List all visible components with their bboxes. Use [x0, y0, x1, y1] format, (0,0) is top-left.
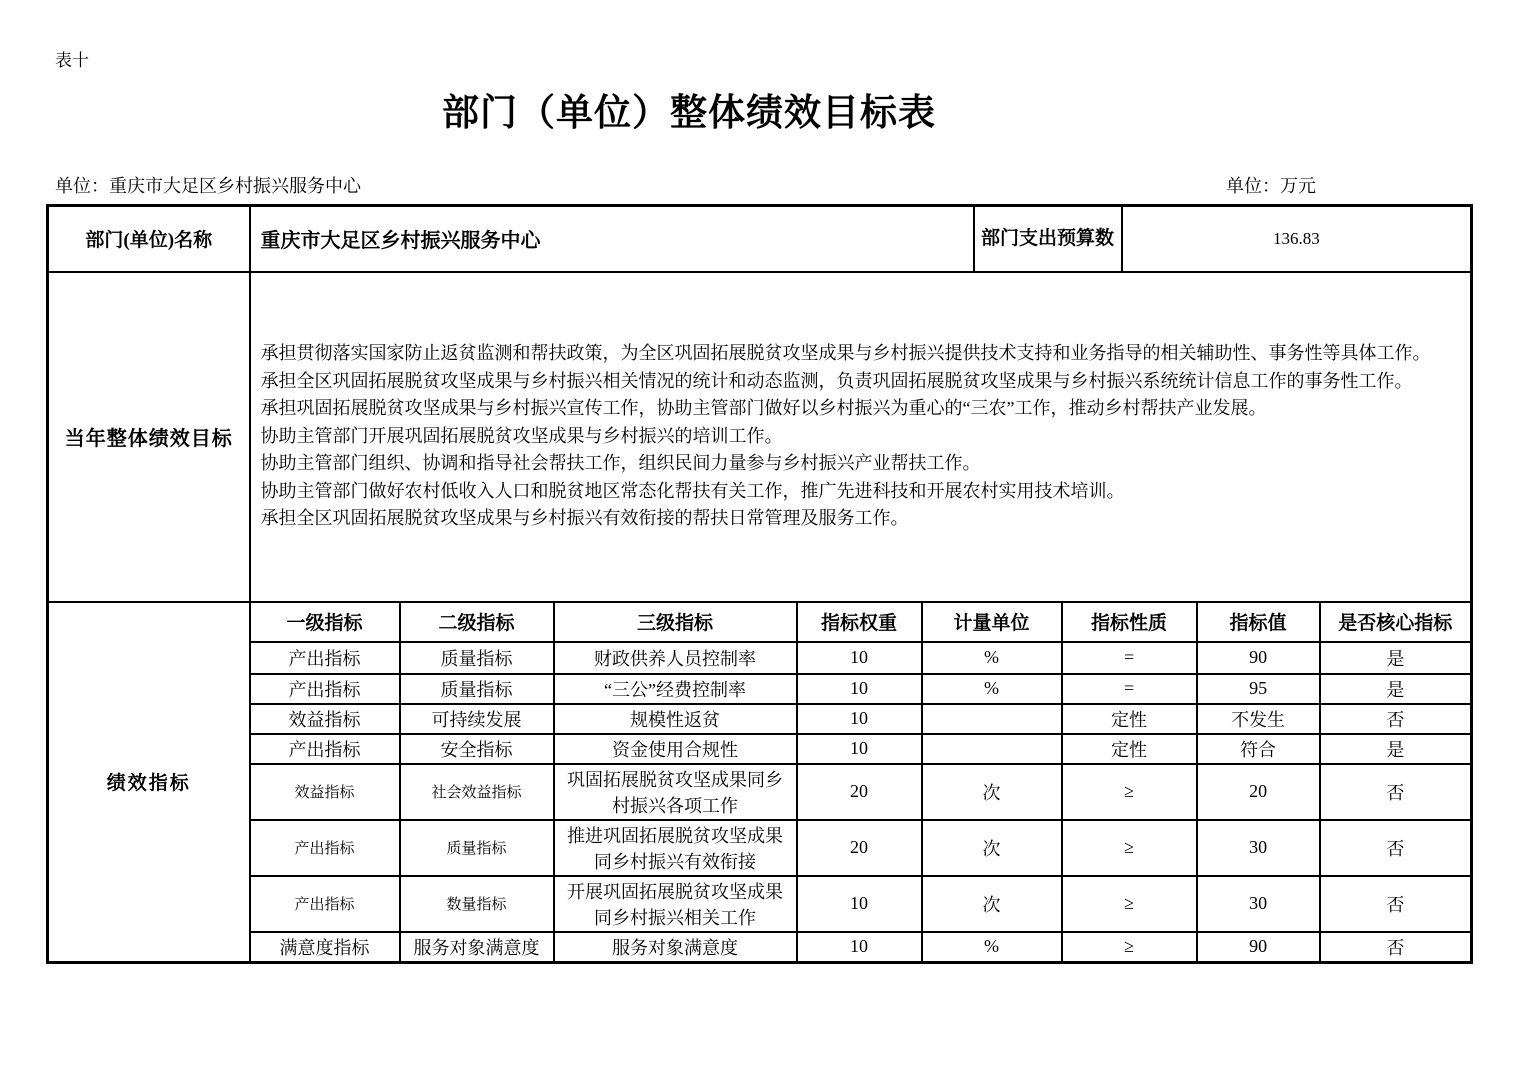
indicator-cell: ≥	[1062, 932, 1197, 963]
indicator-cell: 20	[797, 764, 922, 820]
indicator-cell: 服务对象满意度	[554, 932, 797, 963]
indicator-cell: 次	[922, 764, 1062, 820]
indicator-cell: 效益指标	[250, 704, 400, 734]
indicator-cell: 推进巩固拓展脱贫攻坚成果同乡村振兴有效衔接	[554, 820, 797, 876]
indicator-cell: 30	[1197, 820, 1320, 876]
indicator-cell: 20	[797, 820, 922, 876]
header-cell-core: 是否核心指标	[1320, 602, 1472, 642]
indicator-cell: 规模性返贫	[554, 704, 797, 734]
dept-name-label-cell: 部门(单位)名称	[48, 206, 250, 272]
indicator-cell: 90	[1197, 642, 1320, 674]
indicator-cell: 10	[797, 876, 922, 932]
indicator-cell: 财政供养人员控制率	[554, 642, 797, 674]
indicator-cell: 10	[797, 932, 922, 963]
indicator-cell: 10	[797, 704, 922, 734]
indicator-cell: ≥	[1062, 764, 1197, 820]
header-cell-nature: 指标性质	[1062, 602, 1197, 642]
budget-label-cell: 部门支出预算数	[974, 206, 1122, 272]
goal-line: 承担贯彻落实国家防止返贫监测和帮扶政策，为全区巩固拓展脱贫攻坚成果与乡村振兴提供技术支持和业务指导的相关辅助性、事务性等具体工作。	[260, 343, 1431, 364]
header-cell-unit: 计量单位	[922, 602, 1062, 642]
indicator-cell: 效益指标	[250, 764, 400, 820]
goal-line: 承担全区巩固拓展脱贫攻坚成果与乡村振兴相关情况的统计和动态监测，负责巩固拓展脱贫攻坚成果与乡村振兴系统统计信息工作的事务性工作。	[260, 370, 1413, 391]
goal-line: 承担全区巩固拓展脱贫攻坚成果与乡村振兴有效衔接的帮扶日常管理及服务工作。	[260, 508, 909, 529]
indicator-cell: 定性	[1062, 734, 1197, 764]
indicator-cell: 10	[797, 674, 922, 704]
indicator-cell: 次	[922, 820, 1062, 876]
indicator-cell: 可持续发展	[400, 704, 554, 734]
indicator-cell: 巩固拓展脱贫攻坚成果同乡村振兴各项工作	[554, 764, 797, 820]
indicator-cell: 定性	[1062, 704, 1197, 734]
goal-line: 协助主管部门开展巩固拓展脱贫攻坚成果与乡村振兴的培训工作。	[260, 425, 783, 446]
indicator-row	[48, 764, 1472, 820]
indicator-cell: ≥	[1062, 876, 1197, 932]
goal-line: 协助主管部门组织、协调和指导社会帮扶工作，组织民间力量参与乡村振兴产业帮扶工作。	[260, 453, 981, 474]
indicator-cell: 资金使用合规性	[554, 734, 797, 764]
budget-value-cell: 136.83	[1122, 206, 1472, 272]
header-cell-level1: 一级指标	[250, 602, 400, 642]
dept-name-value-cell: 重庆市大足区乡村振兴服务中心	[250, 206, 974, 272]
indicator-row	[48, 820, 1472, 876]
unit-name-line: 单位：重庆市大足区乡村振兴服务中心	[55, 176, 361, 196]
indicator-row	[48, 704, 1472, 734]
indicator-cell: 30	[1197, 876, 1320, 932]
indicator-cell: 服务对象满意度	[400, 932, 554, 963]
indicator-cell: ≥	[1062, 820, 1197, 876]
indicator-cell: 产出指标	[250, 734, 400, 764]
indicator-cell: 否	[1320, 876, 1472, 932]
indicator-cell: 10	[797, 642, 922, 674]
indicator-row	[48, 932, 1472, 963]
page-title: 部门（单位）整体绩效目标表	[442, 93, 936, 134]
indicator-cell: 10	[797, 734, 922, 764]
indicator-cell: 产出指标	[250, 820, 400, 876]
indicator-cell: 符合	[1197, 734, 1320, 764]
indicator-cell: 产出指标	[250, 876, 400, 932]
indicator-cell: 是	[1320, 674, 1472, 704]
goal-line: 承担巩固拓展脱贫攻坚成果与乡村振兴宣传工作，协助主管部门做好以乡村振兴为重心的“三农”工作，推动乡村帮扶产业发展。	[260, 398, 1267, 419]
header-cell-value: 指标值	[1197, 602, 1320, 642]
performance-target-table	[46, 204, 1473, 964]
goal-label-cell: 当年整体绩效目标	[48, 272, 250, 602]
header-cell-weight: 指标权重	[797, 602, 922, 642]
indicator-cell: 否	[1320, 820, 1472, 876]
indicator-cell: 产出指标	[250, 674, 400, 704]
indicator-cell: 否	[1320, 932, 1472, 963]
sheet-tag: 表十	[55, 51, 89, 70]
indicator-row	[48, 674, 1472, 704]
indicator-cell: 90	[1197, 932, 1320, 963]
indicator-cell: 开展巩固拓展脱贫攻坚成果同乡村振兴相关工作	[554, 876, 797, 932]
indicator-cell: 满意度指标	[250, 932, 400, 963]
indicator-cell: 质量指标	[400, 642, 554, 674]
goal-line: 协助主管部门做好农村低收入人口和脱贫地区常态化帮扶有关工作，推广先进科技和开展农村实用技术培训。	[260, 480, 1125, 501]
indicator-cell: 数量指标	[400, 876, 554, 932]
indicator-row	[48, 642, 1472, 674]
currency-unit-line: 单位：万元	[1226, 176, 1316, 196]
indicator-cell: 95	[1197, 674, 1320, 704]
goal-text-cell	[250, 272, 1472, 602]
indicator-cell: 质量指标	[400, 820, 554, 876]
indicator-cell: %	[922, 674, 1062, 704]
perf-section-label-cell: 绩效指标	[48, 602, 250, 963]
indicator-row	[48, 734, 1472, 764]
indicator-cell: 产出指标	[250, 642, 400, 674]
indicator-row	[48, 876, 1472, 932]
goal-row	[48, 272, 1472, 602]
indicator-cell: 次	[922, 876, 1062, 932]
indicator-cell: 否	[1320, 704, 1472, 734]
indicator-cell: 社会效益指标	[400, 764, 554, 820]
indicator-cell: 20	[1197, 764, 1320, 820]
indicator-cell: %	[922, 932, 1062, 963]
indicator-cell: 质量指标	[400, 674, 554, 704]
indicator-header-row	[48, 602, 1472, 642]
indicator-cell: =	[1062, 642, 1197, 674]
indicator-cell: “三公”经费控制率	[554, 674, 797, 704]
header-cell-level2: 二级指标	[400, 602, 554, 642]
indicator-cell: 是	[1320, 734, 1472, 764]
indicator-cell: 安全指标	[400, 734, 554, 764]
indicator-cell: 否	[1320, 764, 1472, 820]
indicator-cell: =	[1062, 674, 1197, 704]
indicator-cell: %	[922, 642, 1062, 674]
indicator-cell	[922, 704, 1062, 734]
indicator-cell: 不发生	[1197, 704, 1320, 734]
dept-row	[48, 206, 1472, 272]
indicator-cell: 是	[1320, 642, 1472, 674]
indicator-cell	[922, 734, 1062, 764]
header-cell-level3: 三级指标	[554, 602, 797, 642]
